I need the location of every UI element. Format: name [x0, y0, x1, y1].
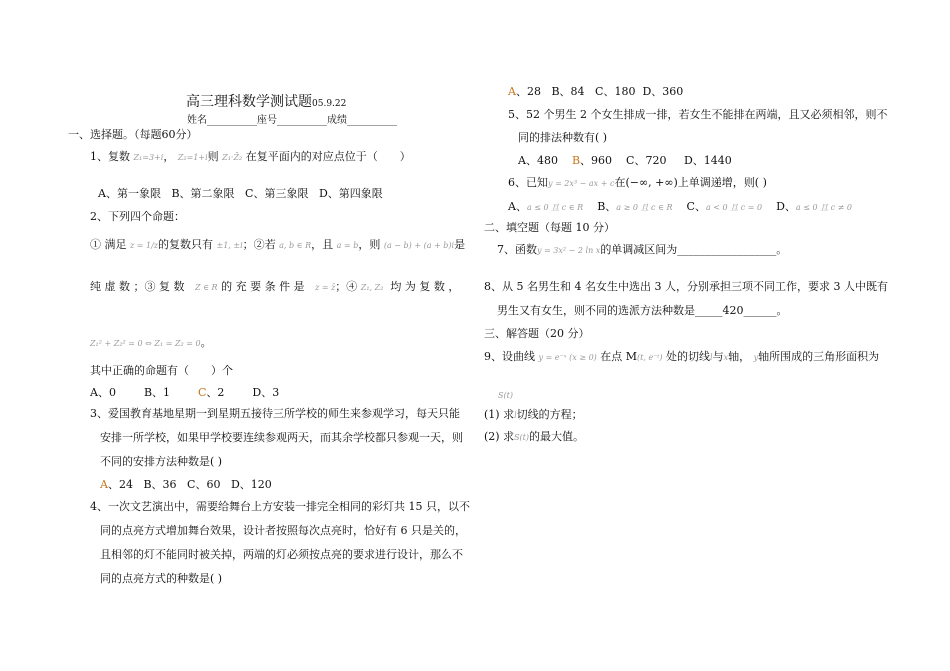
- q6-option-c-letter: C、: [686, 200, 706, 213]
- score-blank: __________: [347, 115, 397, 126]
- q6-options: [508, 200, 852, 215]
- q2-l1-h: ，则: [358, 238, 381, 251]
- q2-l2-d: z = z̄: [315, 283, 336, 292]
- q9-sub2-st: S(t): [514, 433, 530, 442]
- q3-options: [100, 478, 272, 492]
- q1-option-b: B、第二象限: [171, 187, 235, 200]
- q4-option-a-letter: A: [508, 85, 516, 98]
- q9-sub1-b: 切线的方程；: [516, 408, 583, 421]
- q3-line2: 安排一所学校，如果甲学校要连续参观两天，而其余学校都只参观一天，则: [100, 431, 463, 444]
- q2-option-b: B、1: [143, 386, 171, 399]
- q9-sub1: [484, 408, 583, 423]
- q2-option-d: D、3: [252, 386, 280, 399]
- q6-option-a-letter: A、: [508, 200, 527, 213]
- seat-blank: __________: [277, 115, 327, 126]
- q4-option-c: C、180: [595, 85, 636, 98]
- q5-option-b-letter: B: [571, 154, 581, 167]
- q2-line1: [90, 238, 465, 253]
- q5-line2: 同的排法种数有( ): [518, 131, 608, 144]
- q6-stem: [508, 176, 767, 191]
- q6-interval: (−∞, +∞): [625, 176, 678, 189]
- q9-point: (t, e⁻ᵗ): [637, 353, 663, 362]
- q3-option-d: D、120: [230, 478, 272, 491]
- q3-line1: 3、爱国教育基地星期一到星期五接待三所学校的师生来参观学习，每天只能: [90, 407, 460, 420]
- q6-option-b-letter: B、: [597, 200, 617, 213]
- q2-l2-f: Z₁, Z₂: [360, 283, 384, 292]
- q6-option-b: a ≥ 0 且 c ∈ R: [616, 203, 673, 212]
- q1-options: [98, 187, 383, 201]
- q1-expr-product: Z₁·Z̄₂: [222, 153, 243, 162]
- q2-l1-f: ，且: [311, 238, 334, 251]
- q7-prefix: 7、函数: [497, 243, 537, 256]
- q5-option-a: A、480: [518, 154, 558, 167]
- q4-line3: 且相邻的灯不能同时被关掉，两端的灯必须按点亮的要求进行设计，那么不: [100, 548, 463, 561]
- q4-line1: 4、一次文艺演出中，需要给舞台上方安装一排完全相同的彩灯共 15 只，以不: [90, 500, 470, 513]
- q9-sub2: [484, 430, 584, 445]
- q5-option-b: 、960: [580, 154, 613, 167]
- q2-l3-end: 。: [200, 336, 212, 349]
- q2-option-c-letter: C: [198, 386, 207, 399]
- q4-line2: 同的点亮方式增加舞台效果，设计者按照每次点亮时，恰好有 6 只是关的，: [100, 524, 466, 537]
- q1-option-d: D、第四象限: [318, 187, 383, 200]
- q2-l1-g: a = b: [336, 241, 359, 250]
- q6-option-c: a < 0 且 c = 0: [705, 203, 763, 212]
- q6-option-d-letter: D、: [776, 200, 796, 213]
- q2-l1-b: 的复数只有: [158, 238, 214, 251]
- q5-options: [518, 154, 732, 168]
- q2-l2-b: Z ∈ R: [194, 283, 218, 292]
- q2-l3-expr: Z₁² + Z₂² = 0 ⇔ Z₁ = Z₂ = 0: [90, 339, 201, 348]
- name-blank: __________: [207, 115, 257, 126]
- q2-l2-g: 均 为 复 数 ，: [390, 280, 460, 293]
- q4-option-d: D、360: [642, 85, 684, 98]
- q9-y: y: [753, 353, 759, 362]
- score-label: 成绩: [327, 115, 347, 126]
- q4-option-b: B、84: [551, 85, 585, 98]
- q9-expr: y = e⁻ˣ (x ≥ 0): [538, 353, 597, 362]
- q9-st: [498, 388, 513, 403]
- name-label: 姓名: [187, 115, 207, 126]
- student-info-line: [187, 114, 397, 128]
- q8-line2: 男生又有女生，则不同的选派方法种数是_____420______。: [497, 304, 788, 317]
- q3-option-a-letter: A: [100, 478, 108, 491]
- q2-l2-a: 纯 虚 数 ；③ 复 数: [90, 280, 185, 293]
- q9-prefix: 9、设曲线: [484, 350, 535, 363]
- q6-expr: y = 2x³ − ax + c: [548, 179, 615, 188]
- q9-mid1: 在点 M: [600, 350, 638, 363]
- q1-prefix: 1、复数: [90, 150, 130, 163]
- q2-l1-e: a, b ∈ R: [279, 241, 312, 250]
- q2-line3: [90, 336, 212, 351]
- q1-expr-z1: Z₁=3+i: [133, 153, 164, 162]
- section-3-heading: 三、解答题（20 分）: [484, 327, 590, 340]
- q1-stem: [90, 150, 411, 165]
- q2-label: 2、下列四个命题：: [90, 210, 185, 223]
- title-text: 高三理科数学测试题: [186, 94, 312, 110]
- q2-line4: 其中正确的命题有（ ）个: [90, 364, 233, 377]
- q9-mid4: 轴，: [728, 350, 751, 363]
- q1-then: 则: [207, 150, 219, 163]
- q1-option-a: A、第一象限: [98, 187, 161, 200]
- q7-stem: [497, 243, 787, 258]
- q2-l1-d: ；②若: [242, 238, 276, 251]
- q3-option-c: C、60: [187, 478, 221, 491]
- q2-l1-c: ±1, ±i: [216, 241, 243, 250]
- q2-l1-a: ① 满足: [90, 238, 127, 251]
- q5-option-c: C、720: [626, 154, 667, 167]
- q9-mid2: 处的切线: [666, 350, 711, 363]
- q9-sub1-l: l: [514, 411, 517, 420]
- q2-l1-j: 是: [454, 238, 466, 251]
- page-title: [186, 93, 346, 113]
- q7-expr: y = 3x² − 2 ln x: [537, 246, 601, 255]
- q2-option-c: 、2: [206, 386, 225, 399]
- q9-sub1-a: (1) 求: [484, 408, 515, 421]
- q9-sub2-a: (2) 求: [484, 430, 515, 443]
- q9-x: x: [723, 353, 729, 362]
- q4-option-a: 、28: [515, 85, 541, 98]
- q4-line4: 同的点亮方式的种数是( ): [100, 572, 223, 585]
- q1-expr-z2: Z₂=1+i: [177, 153, 208, 162]
- q3-option-b: B、36: [143, 478, 177, 491]
- q2-options: [90, 386, 279, 400]
- q9-stem: [484, 350, 879, 365]
- q9-sub2-b: 的最大值。: [529, 430, 585, 443]
- section-1-heading: 一、选择题。（每题60分）: [68, 128, 198, 141]
- q2-l1-expr: z = 1/z: [130, 241, 159, 250]
- q2-option-a: A、0: [90, 386, 116, 399]
- q3-option-a: 、24: [107, 478, 133, 491]
- q9-st-expr: S(t): [498, 391, 513, 400]
- title-date: 05.9.22: [312, 99, 347, 109]
- q2-l2-c: 的 充 要 条 件 是: [221, 280, 305, 293]
- q9-mid3: 与: [712, 350, 724, 363]
- q2-l2-e: ；④: [335, 280, 358, 293]
- q6-mid: 在: [614, 176, 626, 189]
- q6-suffix: 上单调递增，则( ): [677, 176, 767, 189]
- q6-option-a: a ≤ 0 且 c ∈ R: [526, 203, 584, 212]
- q8-line1: 8、从 5 名男生和 4 名女生中选出 3 人，分别承担三项不同工作，要求 3 人中既有: [484, 280, 888, 293]
- q9-suffix: 轴所围成的三角形面积为: [758, 350, 880, 363]
- q1-suffix: 在复平面内的对应点位于（ ）: [245, 150, 411, 163]
- section-2-heading: 二、填空题（每题 10 分）: [484, 221, 615, 234]
- q5-option-d: D、1440: [683, 154, 732, 167]
- q1-comma: ，: [163, 150, 175, 163]
- q5-line1: 5、52 个男生 2 个女生排成一排，若女生不能排在两端，且又必须相邻，则不: [508, 108, 888, 121]
- q7-suffix: 的单调减区间为__________________。: [600, 243, 788, 256]
- q2-l1-i: (a − b) + (a + b)i: [383, 241, 455, 250]
- q3-line3: 不同的安排方法种数是( ): [100, 455, 223, 468]
- seat-label: 座号: [257, 115, 277, 126]
- q6-prefix: 6、已知: [508, 176, 548, 189]
- q2-line2: [90, 280, 459, 295]
- q1-option-c: C、第三象限: [245, 187, 309, 200]
- q4-options: [508, 85, 683, 99]
- q9-l: l: [710, 353, 713, 362]
- q6-option-d: a ≤ 0 且 c ≠ 0: [795, 203, 852, 212]
